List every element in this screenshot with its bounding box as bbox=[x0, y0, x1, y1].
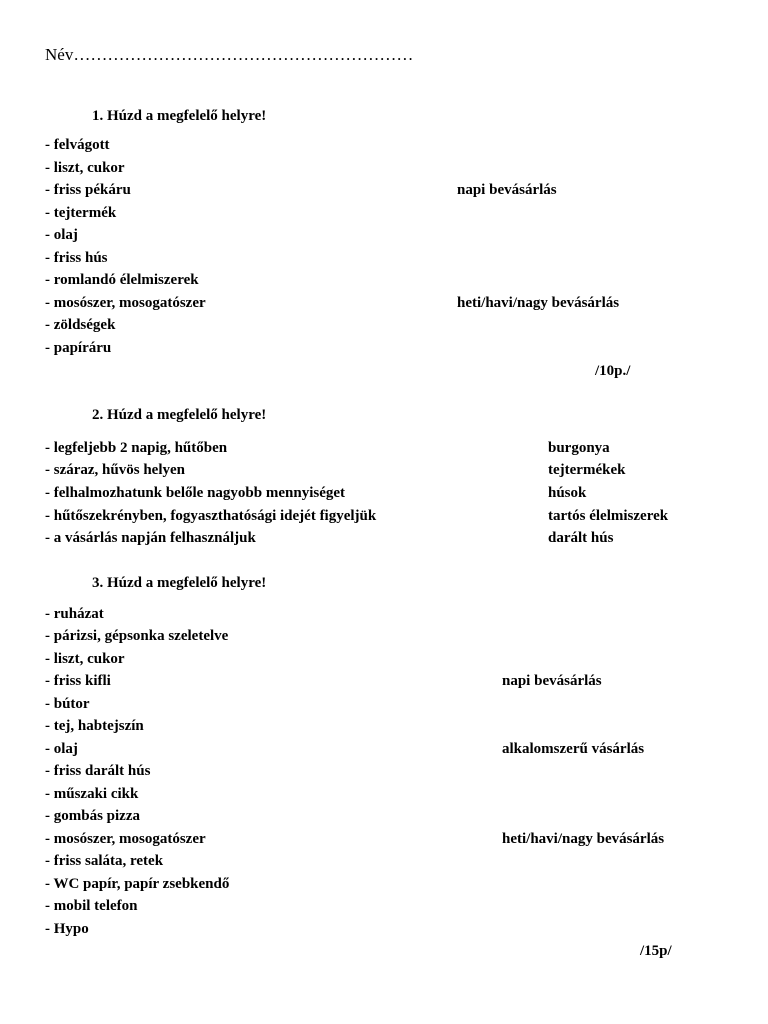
task3-item[interactable]: - Hypo bbox=[45, 921, 89, 937]
task1-item[interactable]: - olaj bbox=[45, 227, 78, 243]
task3-item[interactable]: - párizsi, gépsonka szeletelve bbox=[45, 628, 229, 644]
task1-item[interactable]: - friss hús bbox=[45, 250, 108, 266]
task1-item[interactable]: - friss pékáru bbox=[45, 182, 131, 198]
task3-item[interactable]: - friss kifli bbox=[45, 673, 111, 689]
task2-item[interactable]: - hűtőszekrényben, fogyaszthatósági idejét figyeljük bbox=[45, 508, 377, 524]
task2-target[interactable]: tartós élelmiszerek bbox=[548, 508, 669, 524]
task1-item[interactable]: - mosószer, mosogatószer bbox=[45, 295, 206, 311]
task2-item[interactable]: - felhalmozhatunk belőle nagyobb mennyiséget bbox=[45, 485, 346, 501]
task2-target[interactable]: burgonya bbox=[548, 440, 610, 456]
task2-target[interactable]: tejtermékek bbox=[548, 462, 626, 478]
task3-target-daily[interactable]: napi bevásárlás bbox=[502, 673, 602, 689]
task1-item[interactable]: - felvágott bbox=[45, 137, 110, 153]
task3-item[interactable]: - mobil telefon bbox=[45, 898, 138, 914]
task2-target[interactable]: húsok bbox=[548, 485, 587, 501]
task3-title: 3. Húzd a megfelelő helyre! bbox=[92, 575, 267, 591]
task1-target-daily[interactable]: napi bevásárlás bbox=[457, 182, 557, 198]
name-line[interactable]: Név…………………………………………………… bbox=[45, 45, 414, 64]
task3-item[interactable]: - mosószer, mosogatószer bbox=[45, 831, 206, 847]
task3-target-weekly[interactable]: heti/havi/nagy bevásárlás bbox=[502, 831, 665, 847]
task1-target-weekly[interactable]: heti/havi/nagy bevásárlás bbox=[457, 295, 620, 311]
task2-item[interactable]: - legfeljebb 2 napig, hűtőben bbox=[45, 440, 228, 456]
task3-item[interactable]: - ruházat bbox=[45, 606, 104, 622]
task3-points: /15p/ bbox=[640, 943, 672, 959]
task2-title: 2. Húzd a megfelelő helyre! bbox=[92, 407, 267, 423]
task1-item[interactable]: - tejtermék bbox=[45, 205, 117, 221]
task3-item[interactable]: - olaj bbox=[45, 741, 78, 757]
task3-item[interactable]: - liszt, cukor bbox=[45, 651, 125, 667]
task1-item[interactable]: - zöldségek bbox=[45, 317, 116, 333]
task1-item[interactable]: - romlandó élelmiszerek bbox=[45, 272, 199, 288]
task3-item[interactable]: - WC papír, papír zsebkendő bbox=[45, 876, 230, 892]
task2-item[interactable]: - száraz, hűvös helyen bbox=[45, 462, 185, 478]
task3-item[interactable]: - friss darált hús bbox=[45, 763, 151, 779]
task1-item[interactable]: - papíráru bbox=[45, 340, 112, 356]
task1-title: 1. Húzd a megfelelő helyre! bbox=[92, 108, 267, 124]
task3-item[interactable]: - gombás pizza bbox=[45, 808, 140, 824]
task3-item[interactable]: - friss saláta, retek bbox=[45, 853, 164, 869]
task3-item[interactable]: - tej, habtejszín bbox=[45, 718, 144, 734]
task1-item[interactable]: - liszt, cukor bbox=[45, 160, 125, 176]
task3-target-occasional[interactable]: alkalomszerű vásárlás bbox=[502, 741, 645, 757]
task2-target[interactable]: darált hús bbox=[548, 530, 614, 546]
task3-item[interactable]: - műszaki cikk bbox=[45, 786, 139, 802]
task1-points: /10p./ bbox=[595, 363, 631, 379]
task2-item[interactable]: - a vásárlás napján felhasználjuk bbox=[45, 530, 256, 546]
task3-item[interactable]: - bútor bbox=[45, 696, 90, 712]
